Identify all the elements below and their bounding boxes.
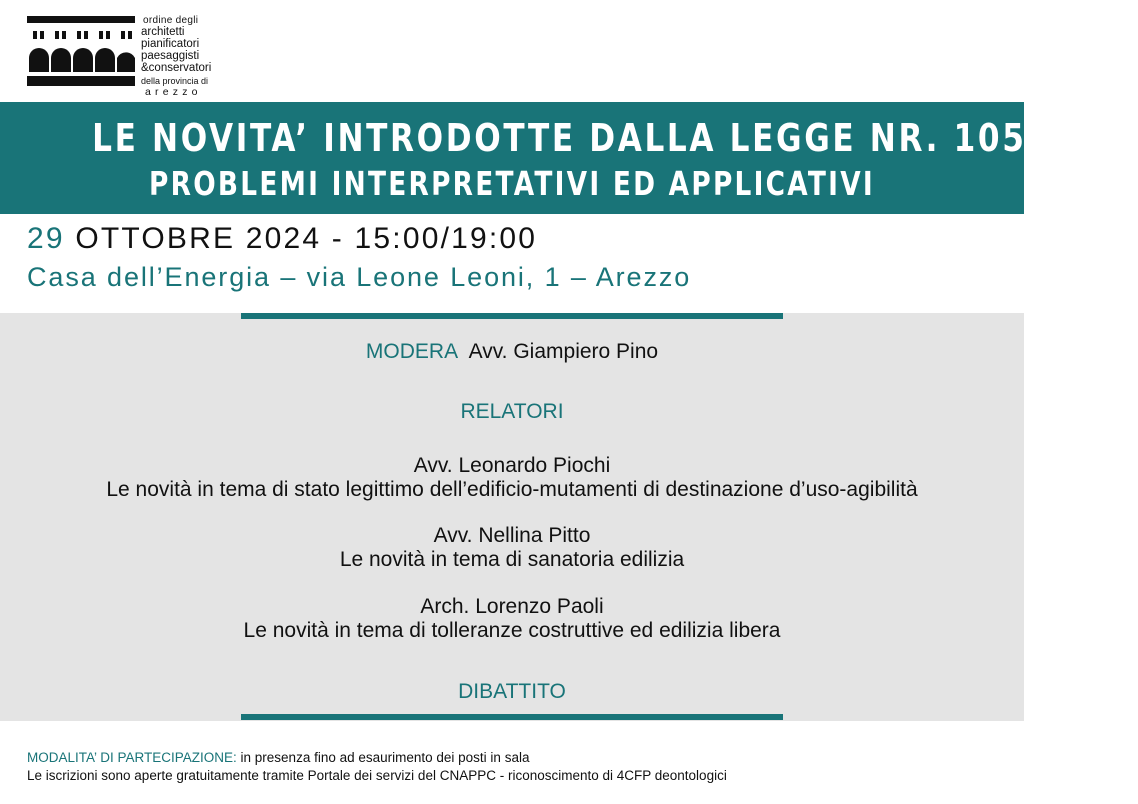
logo-text-line: ordine degli: [143, 15, 199, 26]
speaker-name: Avv. Leonardo Piochi: [413, 454, 611, 477]
participation-label: MODALITA’ DI PARTECIPAZIONE:: [27, 750, 237, 765]
speaker-name: Arch. Lorenzo Paoli: [420, 595, 604, 618]
debate-heading: DIBATTITO: [458, 680, 566, 703]
event-date-time: OTTOBRE 2024 - 15:00/19:00: [64, 222, 538, 255]
logo-text-line: paesaggisti: [141, 50, 200, 62]
program-panel: [0, 313, 1024, 721]
logo-text-line: &conservatori: [141, 62, 212, 74]
participation-info: [27, 750, 529, 765]
event-subtitle: PROBLEMI INTERPRETATIVI ED APPLICATIVI: [149, 164, 875, 203]
moderator-line: [0, 340, 1024, 364]
registration-info: Le iscrizioni sono aperte gratuitamente tramite Portale dei servizi del CNAPPC - riconoscimento di 4CFP deontologici: [27, 768, 727, 783]
speaker-topic: Le novità in tema di stato legittimo dell’edificio-mutamenti di destinazione d’uso-agibilità: [106, 478, 918, 501]
event-date: [27, 222, 537, 256]
speaker-topic: Le novità in tema di sanatoria edilizia: [339, 548, 685, 571]
event-day: 29: [27, 222, 65, 255]
organization-logo: [27, 16, 227, 100]
logo-text-line: della provincia di: [141, 76, 209, 86]
speaker-name: Avv. Nellina Pitto: [433, 524, 591, 547]
title-banner: [0, 102, 1138, 214]
arcade-building-logo: [27, 16, 137, 96]
logo-text-line: pianificatori: [141, 38, 200, 50]
logo-text-line: arezzo: [145, 86, 202, 98]
divider-bottom: [241, 714, 783, 720]
speakers-heading: RELATORI: [460, 400, 564, 423]
divider-top: [241, 313, 783, 319]
event-venue: Casa dell’Energia – via Leone Leoni, 1 – Arezzo: [27, 262, 692, 292]
moderator-name: Avv. Giampiero Pino: [468, 340, 659, 363]
event-title: LE NOVITA’ INTRODOTTE DALLA LEGGE NR. 105/2024: [92, 116, 1138, 160]
moderator-label: MODERA: [365, 340, 459, 363]
logo-text-line: architetti: [141, 26, 185, 38]
speaker-topic: Le novità in tema di tolleranze costruttive ed edilizia libera: [243, 619, 781, 642]
participation-text: in presenza fino ad esaurimento dei posti in sala: [236, 750, 530, 765]
